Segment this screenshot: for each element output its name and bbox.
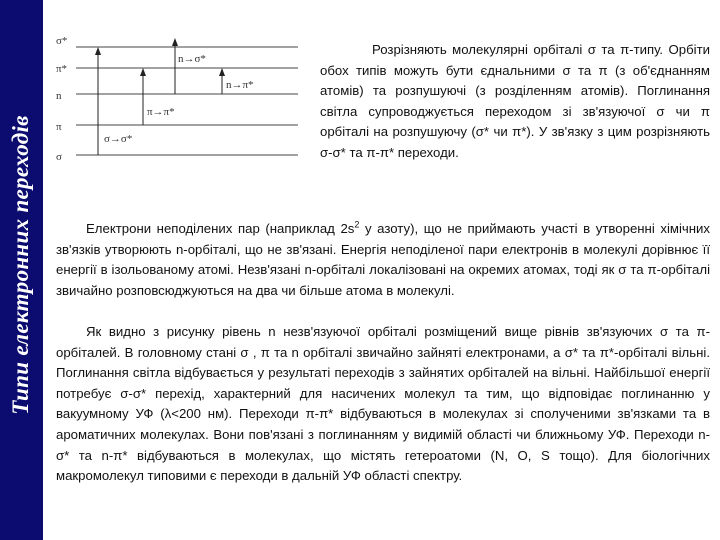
transition-label-n-pi-star: n→π* — [226, 79, 254, 91]
transition-label-n-sigma-star: n→σ* — [178, 53, 206, 65]
arrowhead-icon — [219, 68, 225, 76]
transition-label-sigma-sigma-star: σ→σ* — [104, 133, 133, 145]
energy-level-diagram — [48, 22, 316, 182]
arrowhead-icon — [172, 38, 178, 46]
n-orbitals-text-end: у азоту), що не приймають участі в утворенні хімічних зв'язків утворюють n-орбіталі, що не зв'язані. Енергія неподіленої пари електронів в молекулі дорівнює її енергії в ізольованому атомі. Незв'язані n-орбіталі локалізовані на окремих атомах, тоді як σ та π-орбіталі звичайно розповсюджуються на два чи більше атома в молекулі. — [56, 221, 710, 298]
level-label-pi: π — [56, 121, 62, 133]
level-label-n: n — [56, 90, 62, 102]
transition-label-pi-pi-star: π→π* — [147, 106, 175, 118]
arrowhead-icon — [140, 68, 146, 76]
intro-paragraph: Розрізняють молекулярні орбіталі σ та π-типу. Орбіти обох типів можуть бути єднальними σ та π (з об'єднанням атомів) та розпушуючі (з розділенням атомів). Поглинання світла супроводжується переходом зі зв'язуючої σ чи π орбіталі на розпушуючу (σ* чи π*). У зв'язку з цим розрізняють σ-σ* та π-π* переходи. — [320, 42, 710, 160]
transitions-paragraph: Як видно з рисунку рівень n незв'язуючої орбіталі розміщений вище рівнів зв'язуючих σ та π-орбіталей. В головному стані σ , π та n орбіталі звичайно зайняті електронами, а σ* та π*-орбіталі вільні. Поглинання світла відбувається у результаті переходів з зайнятих орбіталей на вільні. Найбільшої енергії потребує σ-σ* перехід, характерний для насичених молекул та тим, що відповідає поглинанню у вакуумному УФ (λ<200 нм). Переходи π-π* відбуваються в молекулах зі сполученими зв'язками та в ароматичних молекулах. Вони пов'язані з поглинанням у видимій області чи ближньому УФ. Переходи n-σ* та n-π* відбуваються в молекулах, що містять гетероатоми (N, O, S тощо). Для біологічних макромолекул типовими є переходи в дальній УФ області спектру. — [56, 324, 710, 484]
superscript: 2 — [354, 219, 360, 230]
n-orbitals-paragraph — [56, 219, 710, 301]
sidebar — [0, 0, 43, 540]
level-label-sigma-star: σ* — [56, 35, 68, 47]
level-label-sigma: σ — [56, 151, 62, 163]
level-label-pi-star: π* — [56, 63, 68, 75]
n-orbitals-text-start: Електрони неподілених пар (наприклад 2s — [86, 221, 355, 236]
sidebar-title: Типи електронних переходів — [8, 115, 33, 415]
arrowhead-icon — [95, 47, 101, 55]
